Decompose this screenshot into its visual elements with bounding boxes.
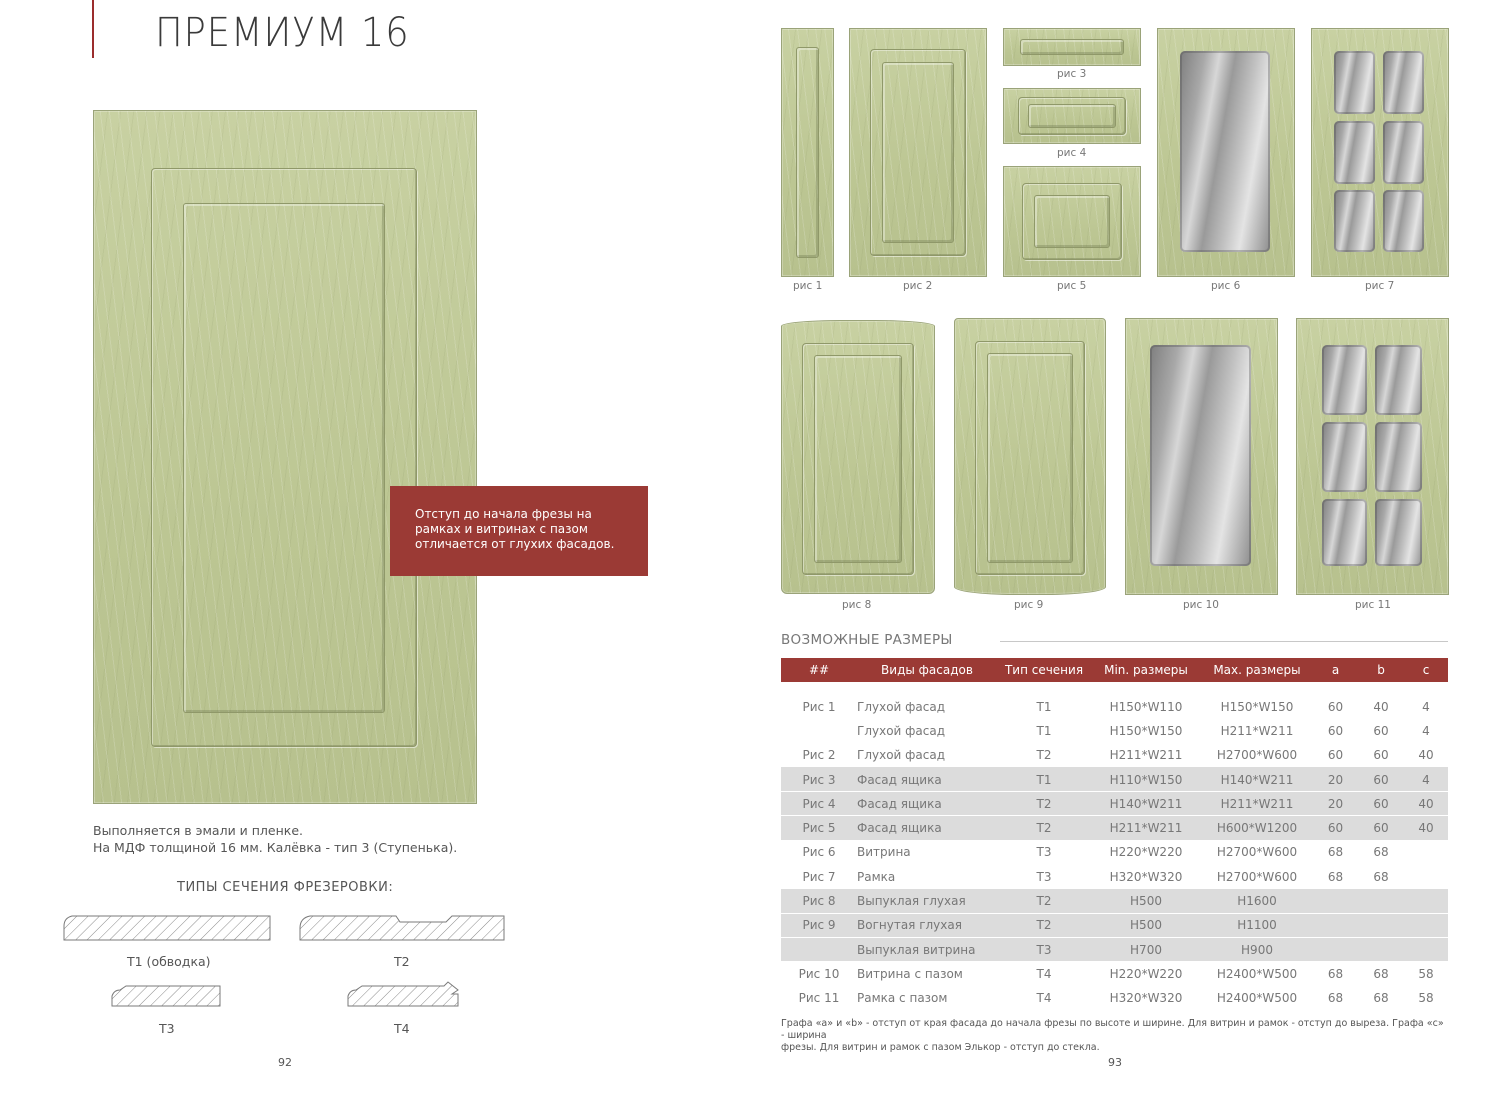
cell-min: H150*W150 (1109, 723, 1183, 738)
cell-min: H220*W220 (1109, 966, 1183, 981)
cell-max: H1600 (1201, 889, 1313, 913)
glass-pane (1375, 422, 1422, 492)
table-spacer (781, 682, 1448, 695)
thumbnail-fig-6 (1157, 28, 1295, 277)
cell-type: Т3 (997, 937, 1091, 961)
cell-num: Рис 5 (781, 816, 857, 840)
cell-max: H1100 (1201, 913, 1313, 937)
cell-num (781, 937, 857, 961)
profile-t4-icon (344, 980, 462, 1010)
table-row (781, 937, 1448, 961)
cell-kind: Рамка с пазом (857, 991, 948, 1006)
cell-b (1358, 889, 1404, 913)
thumbnail-fig-7 (1311, 28, 1449, 277)
cell-b: 60 (1373, 723, 1389, 738)
cell-a: 60 (1327, 748, 1344, 763)
profiles-heading: ТИПЫ СЕЧЕНИЯ ФРЕЗЕРОВКИ: (177, 880, 394, 895)
cell-min: H500 (1091, 913, 1201, 937)
cell-b: 68 (1373, 991, 1389, 1006)
thumbnail-label: рис 10 (1183, 599, 1219, 611)
page-title: ПРЕМИУМ 16 (155, 10, 410, 56)
column-header: Max. размеры (1201, 658, 1313, 682)
glass-pane (1383, 190, 1424, 252)
facade-inner-panel (1034, 195, 1110, 248)
table-row (781, 816, 1448, 840)
glass-pane (1322, 345, 1367, 415)
cell-c (1404, 840, 1448, 864)
column-header: Тип сечения (997, 658, 1091, 682)
cell-type: Т1 (1036, 723, 1052, 738)
thumbnail-label: рис 7 (1365, 280, 1395, 292)
glass-pane (1334, 51, 1375, 114)
cell-b: 60 (1358, 816, 1404, 840)
cell-max: H2400*W500 (1216, 991, 1298, 1006)
cell-type: Т4 (1036, 991, 1052, 1006)
cell-max: H150*W150 (1220, 699, 1294, 714)
cell-c: 58 (1418, 991, 1434, 1006)
cell-c: 40 (1404, 792, 1448, 816)
cell-kind: Глухой фасад (857, 723, 946, 738)
table-row (781, 792, 1448, 816)
column-header: b (1358, 658, 1404, 682)
facade-inner-panel (1028, 104, 1116, 128)
thumbnail-label: рис 3 (1057, 68, 1087, 80)
cell-min: H140*W211 (1091, 792, 1201, 816)
thumbnail-label: рис 1 (793, 280, 823, 292)
profile-t4-label: Т4 (394, 1021, 410, 1036)
thumbnail-fig-2 (849, 28, 987, 277)
table-row (781, 743, 1448, 767)
cell-max: H900 (1201, 937, 1313, 961)
cell-c (1404, 937, 1448, 961)
footnote (781, 1018, 1448, 1054)
thumbnail-fig-1 (781, 28, 834, 277)
column-header: c (1404, 658, 1448, 682)
cell-num: Рис 6 (802, 845, 836, 860)
thumbnail-label: рис 6 (1211, 280, 1241, 292)
cell-max: H211*W211 (1220, 723, 1294, 738)
callout-line: рамках и витринах с пазом (415, 522, 588, 536)
cell-min: H500 (1091, 889, 1201, 913)
cell-num: Рис 10 (798, 966, 840, 981)
profile-t2-label: Т2 (394, 954, 410, 969)
facade-inner-panel (987, 353, 1073, 563)
cell-b: 60 (1373, 748, 1389, 763)
cell-kind: Рамка (857, 869, 896, 884)
cell-a: 68 (1327, 991, 1344, 1006)
cell-c: 40 (1418, 748, 1434, 763)
table-row (781, 840, 1448, 864)
cell-type: Т2 (997, 816, 1091, 840)
cell-num: Рис 8 (781, 889, 857, 913)
cell-b: 68 (1373, 845, 1389, 860)
thumbnail-label: рис 2 (903, 280, 933, 292)
title-accent-bar (92, 0, 94, 58)
callout-line: Отступ до начала фрезы на (415, 507, 592, 521)
cell-a: 60 (1327, 723, 1344, 738)
cell-min: H320*W320 (1109, 869, 1183, 884)
facade-inner-panel (814, 355, 902, 563)
glass-pane (1383, 51, 1424, 114)
cell-c: 40 (1404, 816, 1448, 840)
cell-min: H211*W211 (1091, 816, 1201, 840)
cell-max: H600*W1200 (1201, 816, 1313, 840)
cell-min: H700 (1091, 937, 1201, 961)
cell-max: H2400*W500 (1216, 966, 1298, 981)
thumbnail-label: рис 5 (1057, 280, 1087, 292)
cell-a: 68 (1327, 966, 1344, 981)
cell-num: Рис 7 (802, 869, 836, 884)
thumbnail-fig-11 (1296, 318, 1449, 595)
glass-pane (1322, 422, 1367, 492)
cell-type: Т2 (997, 913, 1091, 937)
cell-num: Рис 1 (802, 699, 836, 714)
cell-min: H211*W211 (1109, 748, 1183, 763)
column-header: a (1313, 658, 1358, 682)
thumbnail-label: рис 4 (1057, 147, 1087, 159)
cell-kind: Глухой фасад (857, 699, 946, 714)
thumbnail-label: рис 11 (1355, 599, 1391, 611)
description-line-1: Выполняется в эмали и пленке. (93, 823, 303, 838)
table-header-row (781, 658, 1448, 682)
glass-pane (1334, 190, 1375, 252)
sizes-divider (1000, 641, 1448, 642)
cell-kind: Фасад ящика (857, 767, 997, 791)
cell-b: 68 (1373, 966, 1389, 981)
main-facade-image (93, 110, 477, 804)
cell-max: H211*W211 (1201, 792, 1313, 816)
column-header: Виды фасадов (857, 658, 997, 682)
cell-kind: Витрина с пазом (857, 966, 963, 981)
glass-pane (1150, 345, 1251, 566)
thumbnail-fig-9 (954, 318, 1106, 595)
profile-t1-icon (60, 910, 275, 946)
facade-inner-panel (796, 47, 819, 258)
table-row (781, 695, 1448, 719)
description-line-2: На МДФ толщиной 16 мм. Калёвка - тип 3 (Ступенька). (93, 840, 458, 855)
facade-inner-panel (1020, 39, 1124, 55)
cell-c: 58 (1418, 966, 1434, 981)
cell-type: Т3 (1036, 869, 1052, 884)
cell-type: Т4 (1036, 966, 1052, 981)
cell-kind: Фасад ящика (857, 816, 997, 840)
table-row (781, 719, 1448, 743)
cell-num: Рис 11 (798, 991, 840, 1006)
glass-pane (1375, 499, 1422, 566)
cell-b: 40 (1373, 699, 1389, 714)
table-row (781, 913, 1448, 937)
callout-box (390, 486, 648, 576)
glass-pane (1334, 121, 1375, 184)
cell-type: Т1 (1036, 699, 1052, 714)
cell-c: 4 (1404, 767, 1448, 791)
cell-type: Т1 (997, 767, 1091, 791)
thumbnail-label: рис 8 (842, 599, 872, 611)
cell-type: Т2 (1036, 748, 1052, 763)
cell-kind: Выпуклая витрина (857, 937, 997, 961)
callout-line: отличается от глухих фасадов. (415, 537, 615, 551)
cell-num: Рис 4 (781, 792, 857, 816)
cell-a: 60 (1313, 816, 1358, 840)
cell-b: 60 (1358, 767, 1404, 791)
cell-b (1358, 913, 1404, 937)
thumbnail-fig-10 (1125, 318, 1278, 595)
column-header: Min. размеры (1091, 658, 1201, 682)
thumbnail-fig-3 (1003, 28, 1141, 66)
cell-c: 4 (1422, 723, 1430, 738)
page-number-right: 93 (1108, 1056, 1122, 1069)
cell-type: Т2 (997, 792, 1091, 816)
sizes-heading: ВОЗМОЖНЫЕ РАЗМЕРЫ (781, 632, 953, 648)
facade-inner-panel (183, 203, 385, 713)
cell-num: Рис 2 (802, 748, 836, 763)
cell-a (1313, 889, 1358, 913)
footnote-line: Графа «a» и «b» - отступ от края фасада до начала фрезы по высоте и ширине. Для витрин и рамок - отступ до выреза. Графа «с» - ширина (781, 1018, 1444, 1041)
cell-max: H2700*W600 (1216, 748, 1298, 763)
cell-kind: Витрина (857, 845, 911, 860)
cell-kind: Вогнутая глухая (857, 913, 997, 937)
thumbnail-label: рис 9 (1014, 599, 1044, 611)
thumbnail-fig-8 (781, 320, 935, 594)
table-row (781, 889, 1448, 913)
page-number-left: 92 (278, 1056, 292, 1069)
cell-c: 4 (1422, 699, 1430, 714)
table-row (781, 962, 1448, 986)
column-header: ## (781, 658, 857, 682)
cell-max: H140*W211 (1201, 767, 1313, 791)
glass-pane (1180, 51, 1270, 252)
cell-b: 68 (1373, 869, 1389, 884)
glass-pane (1322, 499, 1367, 566)
cell-b: 60 (1358, 792, 1404, 816)
cell-a: 68 (1327, 869, 1344, 884)
sizes-table (781, 658, 1448, 1011)
profile-t2-icon (296, 910, 510, 946)
cell-type: Т3 (1036, 845, 1052, 860)
cell-a: 20 (1313, 767, 1358, 791)
glass-pane (1383, 121, 1424, 184)
cell-kind: Глухой фасад (857, 748, 946, 763)
profile-t3-label: Т3 (159, 1021, 175, 1036)
cell-b (1358, 937, 1404, 961)
cell-num (781, 719, 857, 743)
cell-max: H2700*W600 (1216, 869, 1298, 884)
cell-num: Рис 3 (781, 767, 857, 791)
table-row (781, 865, 1448, 889)
cell-min: H320*W320 (1109, 991, 1183, 1006)
facade-inner-panel (882, 62, 954, 243)
cell-c (1404, 913, 1448, 937)
cell-a: 20 (1313, 792, 1358, 816)
profile-t1-label: Т1 (обводка) (127, 954, 211, 969)
cell-a (1313, 937, 1358, 961)
glass-pane (1375, 345, 1422, 415)
cell-kind: Фасад ящика (857, 792, 997, 816)
cell-a: 68 (1327, 845, 1344, 860)
profile-t3-icon (108, 980, 224, 1010)
cell-a: 60 (1327, 699, 1344, 714)
table-row (781, 767, 1448, 791)
cell-max: H2700*W600 (1216, 845, 1298, 860)
cell-a (1313, 913, 1358, 937)
cell-min: H150*W110 (1109, 699, 1183, 714)
cell-min: H220*W220 (1109, 845, 1183, 860)
cell-kind: Выпуклая глухая (857, 889, 997, 913)
cell-num: Рис 9 (781, 913, 857, 937)
footnote-line: фрезы. Для витрин и рамок с пазом Элькор - отступ до стекла. (781, 1042, 1100, 1053)
thumbnail-fig-4 (1003, 88, 1141, 144)
cell-c (1404, 889, 1448, 913)
cell-min: H110*W150 (1091, 767, 1201, 791)
cell-c (1404, 865, 1448, 889)
table-row (781, 986, 1448, 1010)
thumbnail-fig-5 (1003, 166, 1141, 277)
cell-type: Т2 (997, 889, 1091, 913)
